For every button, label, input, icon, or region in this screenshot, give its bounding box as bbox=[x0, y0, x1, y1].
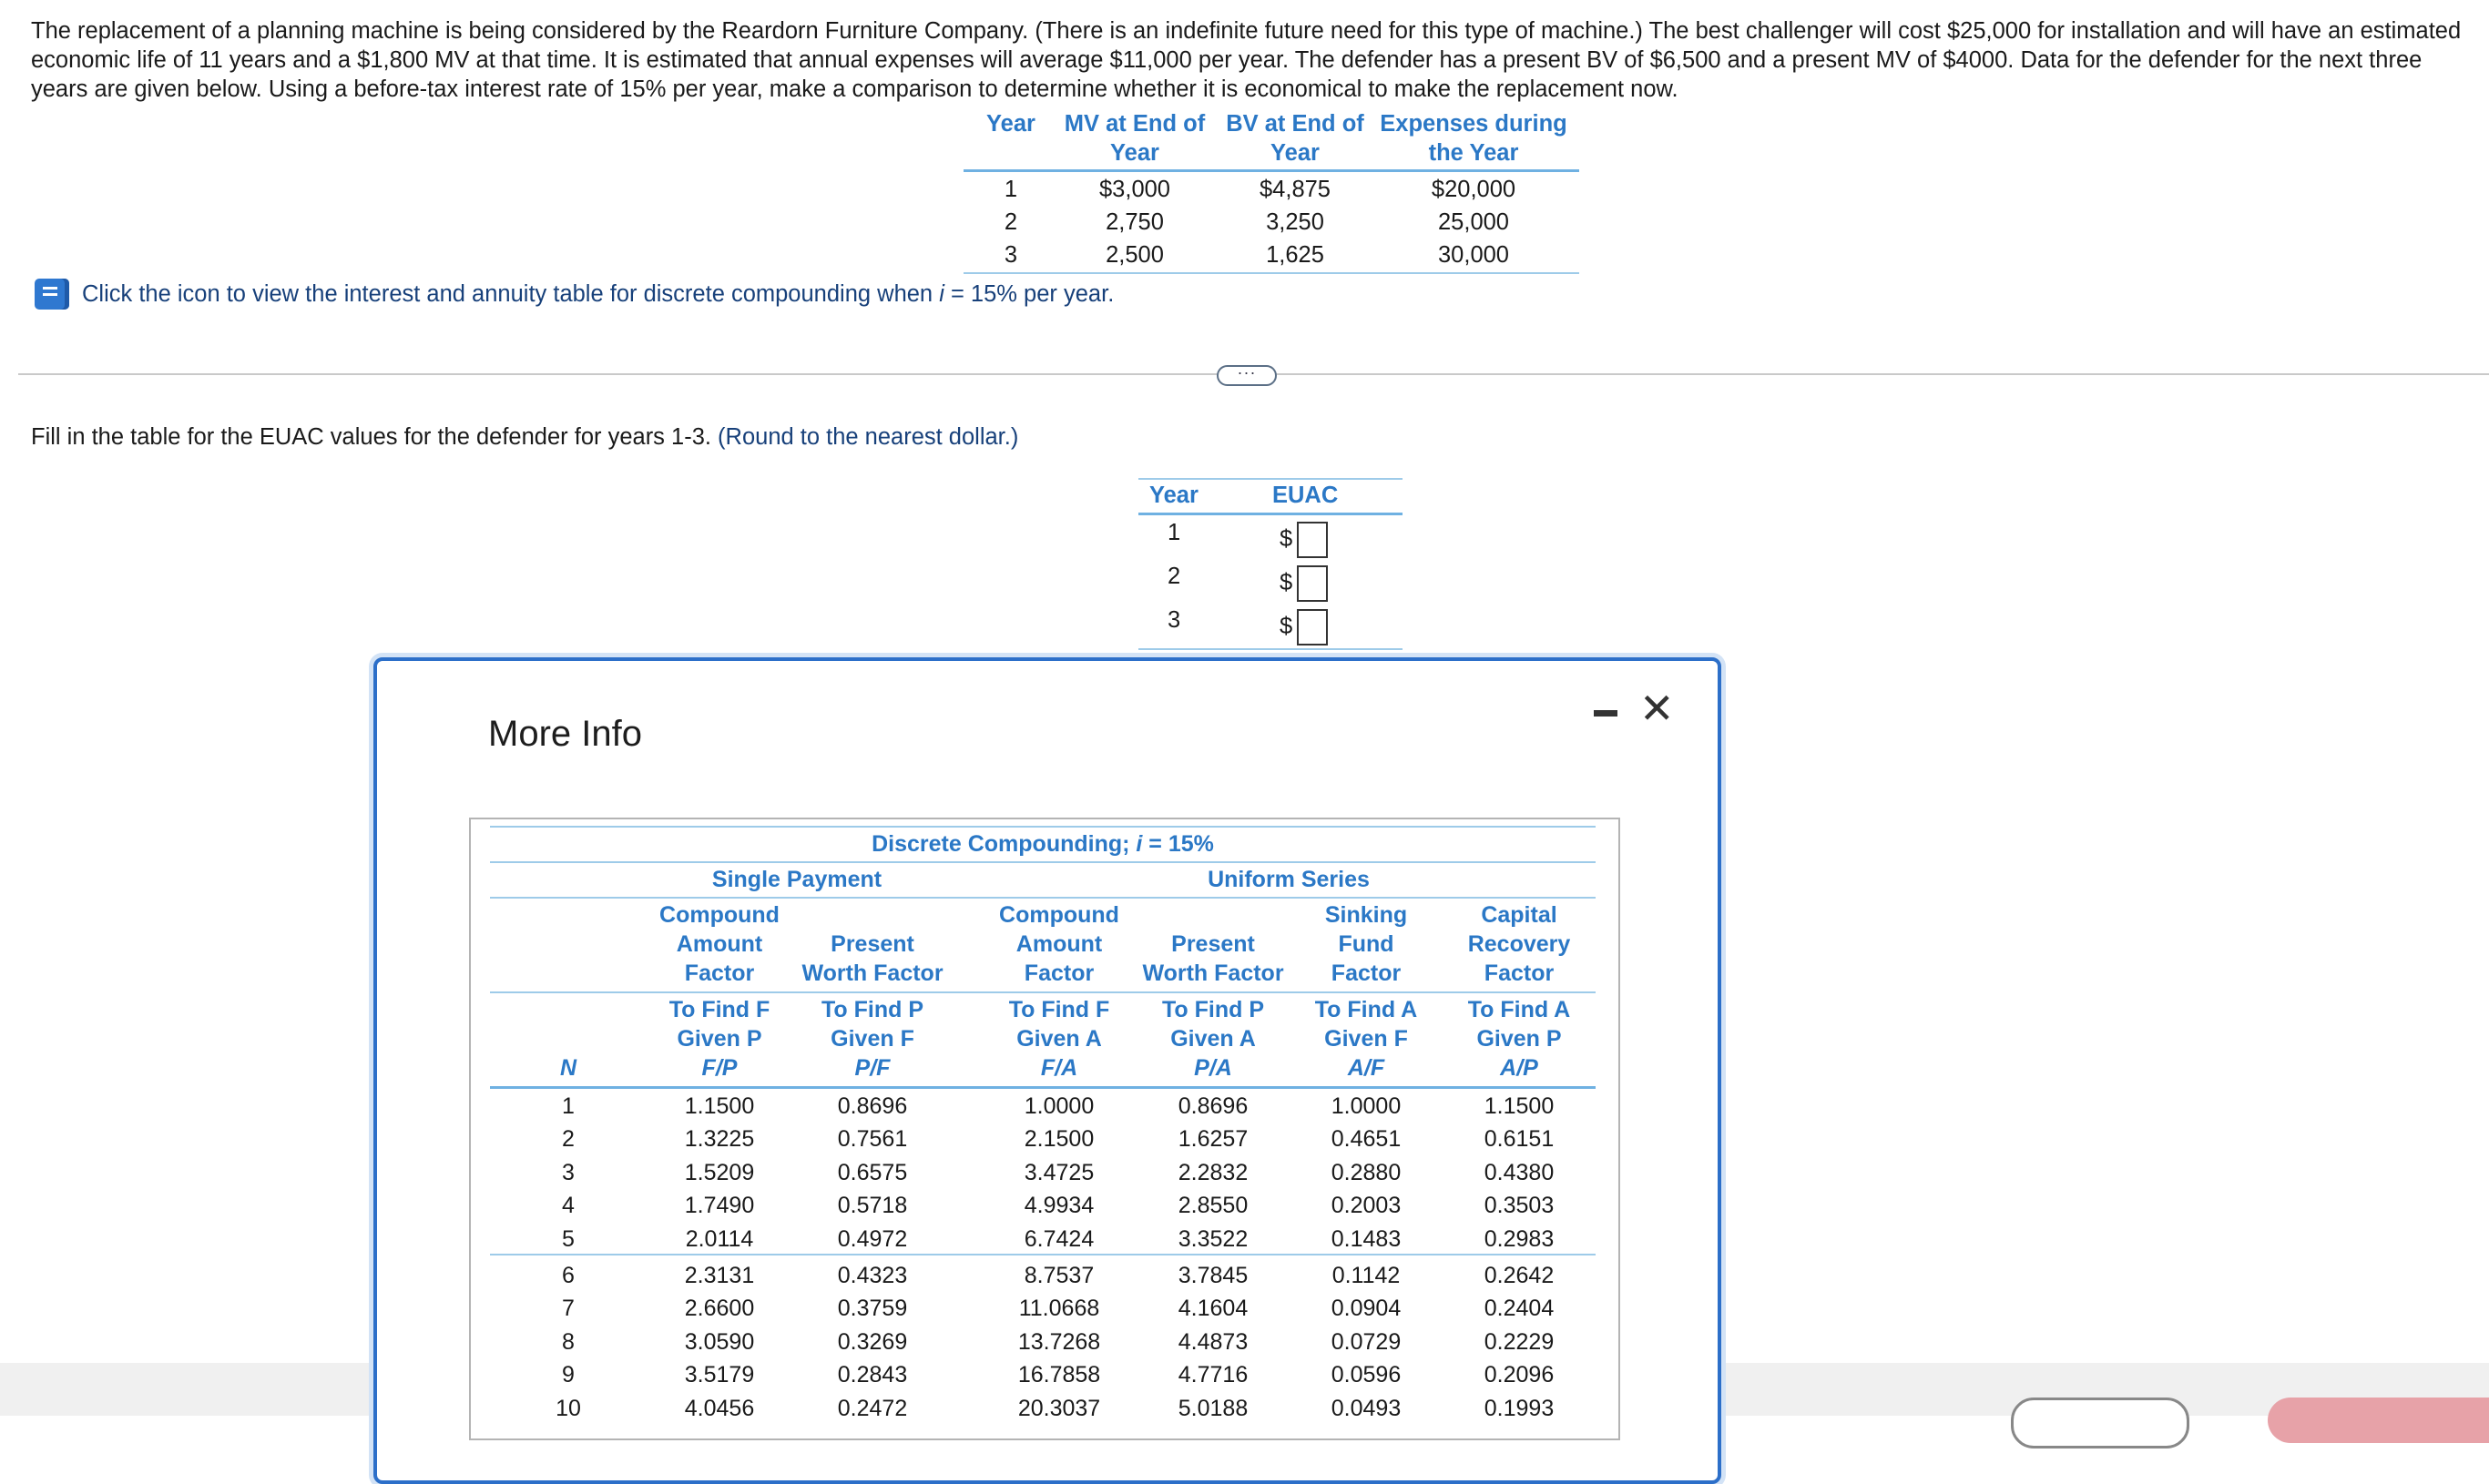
column-symbol: N bbox=[559, 1055, 577, 1081]
table-cell: 0.8696 bbox=[837, 1093, 908, 1119]
table-cell: 3.7845 bbox=[1178, 1263, 1249, 1288]
table-cell: 0.2642 bbox=[1484, 1263, 1555, 1288]
table-body bbox=[964, 173, 1579, 271]
header-year: Year bbox=[986, 111, 1035, 137]
table-cell: 3.4725 bbox=[1024, 1159, 1095, 1185]
book-icon[interactable] bbox=[35, 279, 69, 310]
column-name: Worth Factor bbox=[801, 961, 944, 986]
column-name: Present bbox=[831, 931, 914, 957]
table-cell: 1.6257 bbox=[1178, 1126, 1249, 1153]
table-cell: 3 bbox=[562, 1159, 575, 1185]
table-row: 3 2,500 1,625 30,000 bbox=[1004, 242, 1509, 268]
table-cell: 0.1993 bbox=[1484, 1395, 1555, 1421]
table-cell: 20.3037 bbox=[1017, 1395, 1101, 1421]
table-cell: 7 bbox=[562, 1296, 575, 1322]
column-symbol: P/F bbox=[854, 1055, 891, 1081]
column-find-label: Given P bbox=[677, 1026, 762, 1052]
column-name: Worth Factor bbox=[1142, 961, 1284, 986]
table-cell: 0.6151 bbox=[1484, 1126, 1555, 1153]
table-cell: 0.5718 bbox=[837, 1193, 908, 1219]
table-cell: 0.4380 bbox=[1484, 1159, 1555, 1185]
column-name: Factor bbox=[1484, 961, 1555, 986]
footer-button-secondary[interactable] bbox=[2011, 1398, 2189, 1448]
group-uniform-series: Uniform Series bbox=[1208, 867, 1370, 892]
column-find-label: To Find F bbox=[1008, 997, 1110, 1022]
table-cell: 0.2472 bbox=[837, 1395, 908, 1421]
column-symbol: A/P bbox=[1500, 1055, 1538, 1081]
column-symbol: F/A bbox=[1040, 1055, 1078, 1081]
header-bv: BV at End of Year bbox=[1226, 111, 1364, 166]
dialog-title: More Info bbox=[488, 714, 642, 754]
footer-button-primary[interactable] bbox=[2268, 1398, 2489, 1443]
table-cell: 0.0729 bbox=[1331, 1328, 1402, 1355]
table-cell: 4.1604 bbox=[1178, 1296, 1249, 1322]
rounding-hint: (Round to the nearest dollar.) bbox=[718, 424, 1019, 450]
column-symbol: F/P bbox=[701, 1055, 738, 1081]
column-name: Capital bbox=[1481, 902, 1557, 928]
column-symbol: A/F bbox=[1347, 1055, 1385, 1081]
column-name: Compound bbox=[659, 902, 780, 928]
table-cell: 1.0000 bbox=[1024, 1093, 1095, 1119]
table-cell: 4 bbox=[562, 1193, 575, 1219]
table-cell: 2.3131 bbox=[684, 1263, 755, 1288]
table-cell: 2.6600 bbox=[684, 1296, 755, 1322]
problem-line-3: years are given below. Using a before-tax interest rate of 15% per year, make a comparison to determine whether it is economical to make the replacement now. bbox=[31, 76, 1678, 102]
table-cell: 3.5179 bbox=[684, 1362, 755, 1388]
euac-bottom-rule bbox=[1138, 648, 1403, 650]
column-name: Factor bbox=[1331, 961, 1402, 986]
euac-input-year-2[interactable] bbox=[1297, 565, 1328, 602]
column-name: Sinking bbox=[1324, 902, 1408, 928]
table-cell: 0.3759 bbox=[837, 1296, 908, 1322]
column-find-label: To Find A bbox=[1314, 997, 1418, 1022]
euac-header-rule bbox=[1138, 513, 1403, 515]
column-find-label: To Find A bbox=[1467, 997, 1571, 1022]
column-name: Factor bbox=[684, 961, 755, 986]
table-cell: 1.1500 bbox=[684, 1093, 755, 1119]
table-cell: 0.0904 bbox=[1331, 1296, 1402, 1322]
column-find-label: Given A bbox=[1016, 1026, 1102, 1052]
table-cell: 2.2832 bbox=[1178, 1159, 1249, 1185]
table-cell: 0.2404 bbox=[1484, 1296, 1555, 1322]
interest-table-title: Discrete Compounding; i = 15% bbox=[872, 831, 1214, 857]
table-cell: 1.0000 bbox=[1331, 1093, 1402, 1119]
table-bottom-rule bbox=[964, 272, 1579, 274]
interest-table-link-text[interactable]: Click the icon to view the interest and annuity table for discrete compounding when i = 15% per year. bbox=[82, 280, 1115, 307]
table-cell: 0.3503 bbox=[1484, 1193, 1555, 1219]
column-name: Recovery bbox=[1467, 931, 1571, 957]
table-row: 2 2,750 3,250 25,000 bbox=[1004, 209, 1509, 235]
table-cell: 0.4323 bbox=[837, 1263, 908, 1288]
column-find-label: Given F bbox=[1324, 1026, 1408, 1052]
column-find-label: Given F bbox=[831, 1026, 914, 1052]
table-cell: 0.2229 bbox=[1484, 1328, 1555, 1355]
table-cell: 6.7424 bbox=[1024, 1225, 1095, 1252]
table-cell: 16.7858 bbox=[1017, 1362, 1101, 1388]
table-cell: 0.0596 bbox=[1331, 1362, 1402, 1388]
table-cell: 2.1500 bbox=[1024, 1126, 1095, 1153]
table-cell: 1.1500 bbox=[1484, 1093, 1555, 1119]
table-cell: 8 bbox=[562, 1328, 575, 1355]
problem-statement bbox=[31, 16, 2489, 104]
euac-top-rule bbox=[1138, 478, 1403, 480]
column-find-label: To Find F bbox=[668, 997, 770, 1022]
column-find-label: Given P bbox=[1476, 1026, 1562, 1052]
table-cell: 4.4873 bbox=[1178, 1328, 1249, 1355]
table-cell: 9 bbox=[562, 1362, 575, 1388]
column-name: Present bbox=[1171, 931, 1255, 957]
table-cell: 0.6575 bbox=[837, 1159, 908, 1185]
table-cell: 0.1483 bbox=[1331, 1225, 1402, 1252]
interest-table-link[interactable] bbox=[35, 279, 1114, 310]
table-cell: 3.3522 bbox=[1178, 1225, 1249, 1252]
table-cell: 2.0114 bbox=[685, 1225, 754, 1252]
table-cell: 11.0668 bbox=[1018, 1296, 1100, 1322]
table-cell: 13.7268 bbox=[1017, 1328, 1101, 1355]
problem-line-2: economic life of 11 years and a $1,800 MV at that time. It is estimated that annual expenses will average $11,000 per year. The defender has a present BV of $6,500 and a present MV of $4000. Data for the defender for the next three bbox=[31, 47, 2423, 73]
column-name: Fund bbox=[1338, 931, 1394, 957]
table-cell: 0.4651 bbox=[1331, 1126, 1402, 1153]
column-find-label: Given A bbox=[1170, 1026, 1256, 1052]
table-cell: 0.8696 bbox=[1178, 1093, 1249, 1119]
minimize-icon[interactable] bbox=[1594, 710, 1617, 717]
table-cell: 1.3225 bbox=[684, 1126, 755, 1153]
column-name: Compound bbox=[999, 902, 1119, 928]
table-cell: 2.8550 bbox=[1178, 1193, 1249, 1219]
euac-header-year: Year bbox=[1149, 483, 1199, 508]
table-cell: 0.0493 bbox=[1331, 1395, 1402, 1421]
column-name: Factor bbox=[1024, 961, 1095, 986]
table-cell: 6 bbox=[562, 1263, 575, 1288]
table-cell: 1.5209 bbox=[684, 1159, 755, 1185]
table-cell: 4.9934 bbox=[1024, 1193, 1095, 1219]
table-header-rule bbox=[964, 169, 1579, 172]
table-cell: 0.2983 bbox=[1484, 1225, 1555, 1252]
table-cell: 0.2096 bbox=[1484, 1362, 1555, 1388]
table-cell: 3.0590 bbox=[684, 1328, 755, 1355]
euac-input-year-1[interactable] bbox=[1297, 522, 1328, 558]
table-cell: 5.0188 bbox=[1178, 1395, 1249, 1421]
header-expenses: Expenses during the Year bbox=[1380, 111, 1567, 166]
table-cell: 4.7716 bbox=[1178, 1362, 1249, 1388]
table-cell: 8.7537 bbox=[1024, 1263, 1095, 1288]
fill-prompt: Fill in the table for the EUAC values for the defender for years 1-3. (Round to the nearest dollar.) bbox=[31, 424, 1019, 450]
table-cell: 2 bbox=[562, 1126, 575, 1153]
table-cell: 4.0456 bbox=[684, 1395, 755, 1421]
problem-line-1: The replacement of a planning machine is being considered by the Reardorn Furniture Company. (There is an indefinite future need for this type of machine.) The best challenger will cost $25,000 for installation and will have an estimated bbox=[31, 18, 2462, 44]
group-single-payment: Single Payment bbox=[711, 867, 882, 892]
column-name: Amount bbox=[676, 931, 763, 957]
header-mv: MV at End of Year bbox=[1064, 111, 1206, 166]
table-cell: 0.2880 bbox=[1331, 1159, 1402, 1185]
table-row: 1 $3,000 $4,875 $20,000 bbox=[1004, 177, 1516, 202]
table-cell: 0.2003 bbox=[1331, 1193, 1402, 1219]
column-find-label: To Find P bbox=[821, 997, 923, 1022]
table-cell: 10 bbox=[556, 1395, 581, 1421]
table-cell: 0.7561 bbox=[837, 1126, 908, 1153]
column-name: Amount bbox=[1015, 931, 1103, 957]
table-cell: 5 bbox=[562, 1225, 575, 1252]
table-cell: 0.3269 bbox=[837, 1328, 908, 1355]
table-cell: 1.7490 bbox=[684, 1193, 755, 1219]
table-cell: 1 bbox=[562, 1093, 575, 1119]
table-cell: 0.1142 bbox=[1331, 1263, 1401, 1288]
table-cell: 0.2843 bbox=[837, 1362, 908, 1388]
table-cell: 0.4972 bbox=[837, 1225, 908, 1252]
column-find-label: To Find P bbox=[1161, 997, 1264, 1022]
column-symbol: P/A bbox=[1194, 1055, 1232, 1081]
euac-header-euac: EUAC bbox=[1272, 483, 1339, 508]
expand-more-button[interactable]: ··· bbox=[1217, 365, 1277, 386]
close-icon[interactable]: ✕ bbox=[1639, 685, 1675, 732]
euac-input-year-3[interactable] bbox=[1297, 609, 1328, 645]
